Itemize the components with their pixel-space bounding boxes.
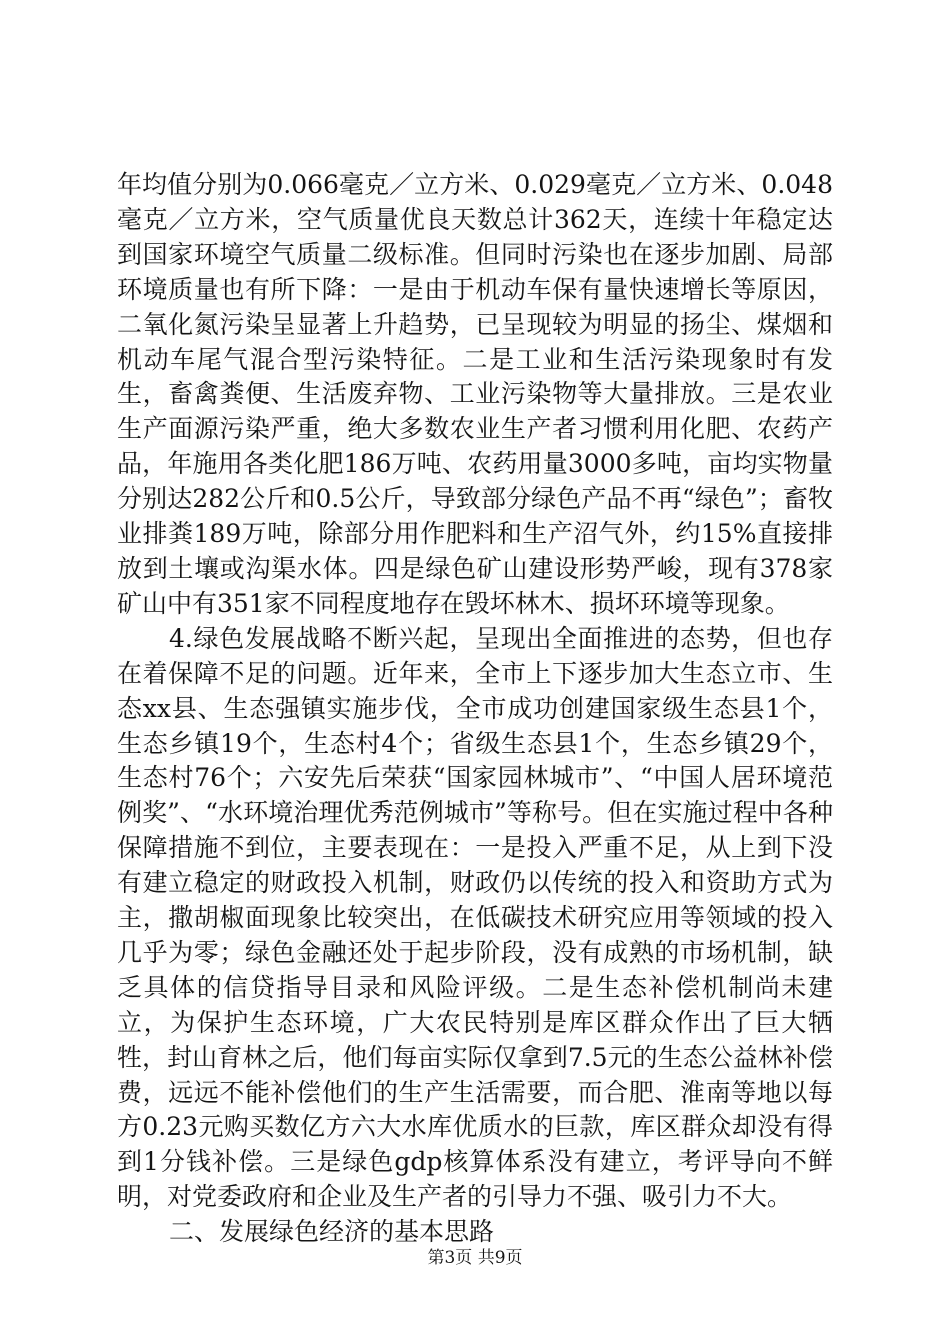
- page-footer: 第3页 共9页: [427, 1248, 523, 1268]
- body-text: [117, 168, 833, 1250]
- paragraph-air-quality: 年均值分别为0.066毫克／立方米、0.029毫克／立方米、0.048毫克／立方米，空气质量优良天数总计362天，连续十年稳定达到国家环境空气质量二级标准。但同时污染也在逐步加剧、局部环境质量也有所下降：一是由于机动车保有量快速增长等原因，二氧化氮污染呈显著上升趋势，已呈现较为明显的扬尘、煤烟和机动车尾气混合型污染特征。二是工业和生活污染现象时有发生，畜禽粪便、生活废弃物、工业污染物等大量排放。三是农业生产面源污染严重，绝大多数农业生产者习惯利用化肥、农药产品，年施用各类化肥186万吨、农药用量3000多吨，亩均实物量分别达282公斤和0.5公斤，导致部分绿色产品不再“绿色”；畜牧业排粪189万吨，除部分用作肥料和生产沼气外，约15%直接排放到土壤或沟渠水体。四是绿色矿山建设形势严峻，现有378家矿山中有351家不同程度地存在毁坏林木、损坏环境等现象。: [117, 170, 833, 618]
- paragraph-green-development: 4.绿色发展战略不断兴起，呈现出全面推进的态势，但也存在着保障不足的问题。近年来，全市上下逐步加大生态立市、生态xx县、生态强镇实施步伐，全市成功创建国家级生态县1个，生态乡镇19个，生态村4个；省级生态县1个，生态乡镇29个，生态村76个；六安先后荣获“国家园林城市”、“中国人居环境范例奖”、“水环境治理优秀范例城市”等称号。但在实施过程中各种保障措施不到位，主要表现在：一是投入严重不足，从上到下没有建立稳定的财政投入机制，财政仍以传统的投入和资助方式为主，撒胡椒面现象比较突出，在低碳技术研究应用等领域的投入几乎为零；绿色金融还处于起步阶段，没有成熟的市场机制，缺乏具体的信贷指导目录和风险评级。二是生态补偿机制尚未建立，为保护生态环境，广大农民特别是库区群众作出了巨大牺牲，封山育林之后，他们每亩实际仅拿到7.5元的生态公益林补偿费，远远不能补偿他们的生产生活需要，而合肥、淮南等地以每方0.23元购买数亿方六大水库优质水的巨款，库区群众却没有得到1分钱补偿。三是绿色gdp核算体系没有建立，考评导向不鲜明，对党委政府和企业及生产者的引导力不强、吸引力不大。: [117, 623, 833, 1212]
- section-heading: 二、发展绿色经济的基本思路: [169, 1217, 495, 1247]
